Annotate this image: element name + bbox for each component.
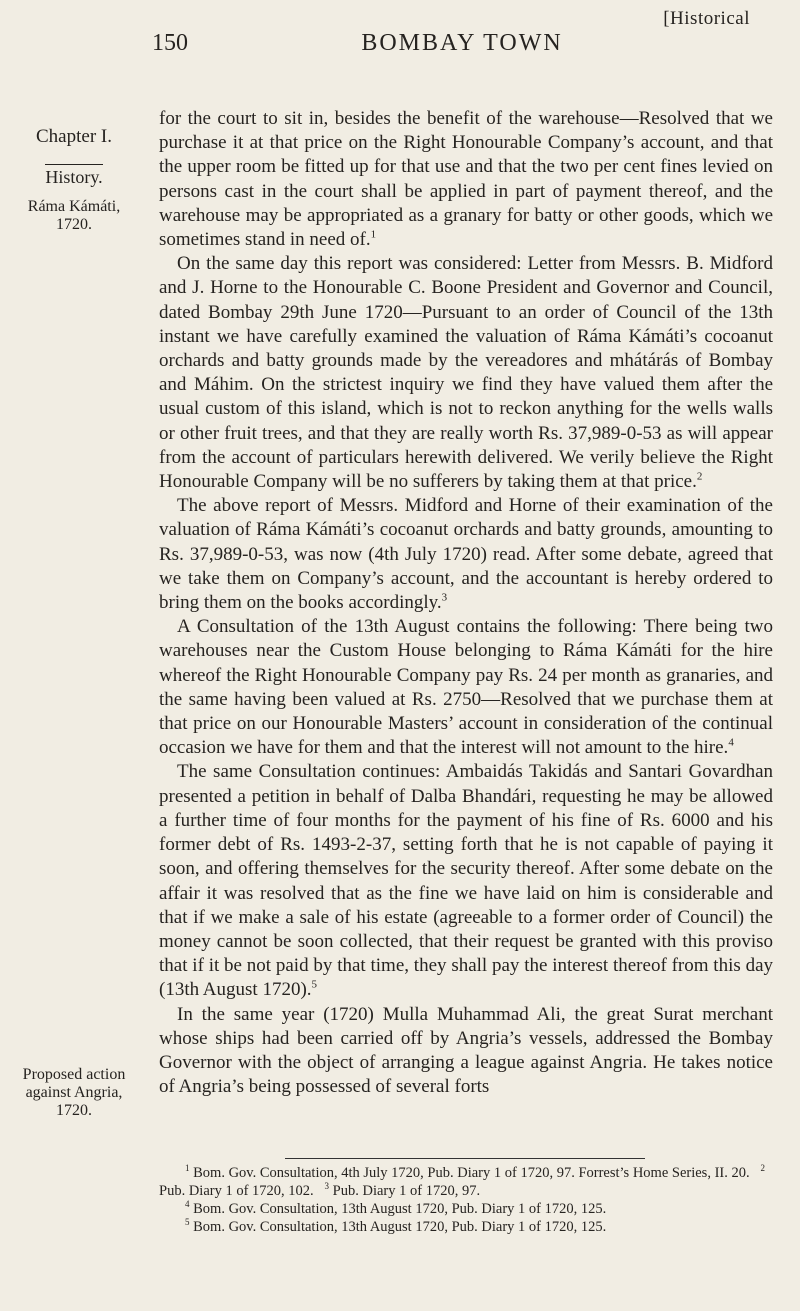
- margin-note-angria-line3: 1720.: [56, 1102, 92, 1119]
- margin-history: [0, 164, 148, 187]
- margin-history-label: History.: [45, 164, 102, 187]
- margin-note-rama-line1: Ráma Kámáti,: [27, 198, 121, 215]
- paragraph: In the same year (1720) Mulla Muhammad Ali, the great Surat merchant whose ships had been carried off by Angria’s vessels, addressed the Bombay Governor with the object of arranging a league against Angria. He takes notice of Angria’s being possessed of several forts: [159, 1003, 773, 1098]
- footnote-ref: 4: [728, 736, 734, 749]
- margin-note-rama: [0, 198, 148, 234]
- margin-chapter: Chapter I.: [36, 126, 112, 147]
- footnote: $^4$ Bom. Gov. Consultation, 13th August 1720, Pub. Diary 1 of 1720, 125.: [185, 1199, 607, 1217]
- footnote-ref: 1: [370, 228, 377, 241]
- footnote: $^5$ Bom. Gov. Consultation, 13th August 1720, Pub. Diary 1 of 1720, 125.: [185, 1217, 607, 1235]
- section-label: [Historical: [663, 8, 750, 29]
- footnote-ref: 2: [696, 470, 703, 483]
- paragraph: A Consultation of the 13th August contains the following: There being two warehouses near the Custom House belonging to Ráma Kámáti for the hire whereof the Right Honourable Company pay Rs. 24 per month as granaries, and the same having been valued at Rs. 2750—Resolved that we purchase them at that price on our Honourable Masters’ account in consideration of the continual occasion we have for them and that the interest will not amount to the hire.$^4$: [159, 616, 773, 759]
- paragraph: The same Consultation continues: Ambaidás Takidás and Santari Govardhan presented a petition in behalf of Dalba Bhandári, requesting he may be allowed a further time of four months for the payment of his fine of Rs. 6000 and his former debt of Rs. 1493-2-37, setting forth that he is not capable of paying it soon, and offering themselves for the security thereof. After some debate on the affair it was resolved that as the fine we have laid on him is considerable and that if we make a sale of his estate (agreeable to a former order of Council) the money cannot be soon collected, that their request be granted with this proviso that if it be not paid by that time, they shall pay the interest thereof from this day (13th August 1720).$^5$: [159, 761, 773, 1001]
- footnote-divider: [285, 1158, 645, 1159]
- book-title: BOMBAY TOWN: [361, 30, 563, 56]
- paragraph: for the court to sit in, besides the benefit of the warehouse—Resolved that we purchase it at that price on the Right Honourable Company’s account, and that the upper room be fitted up for that use and that the two per cent fines levied on persons cast in the court shall be applied in part of payment thereof, and the warehouse may be appropriated as a granary for batty or other goods, which we sometimes stand in need of.$^1$: [159, 108, 773, 251]
- body-text: [159, 107, 773, 1099]
- running-head: [152, 30, 772, 60]
- margin-note-angria-line2: against Angria,: [25, 1084, 123, 1101]
- margin-note-angria: [0, 1066, 148, 1120]
- footnotes: [159, 1164, 773, 1236]
- margin-note-rama-line2: 1720.: [56, 216, 92, 233]
- footnote-ref: 3: [441, 591, 448, 604]
- paragraph: On the same day this report was considered: Letter from Messrs. B. Midford and J. Horne to the Honourable C. Boone President and Governor and Council, dated Bombay 29th June 1720—Pursuant to an order of Council of the 13th instant we have carefully examined the valuation of Ráma Kámáti’s cocoanut orchards and batty grounds made by the vereadores and mhátárás of Bombay and Máhim. On the strictest inquiry we find they have valued them after the usual custom of this island, which is not to reckon anything for the wells walls or other fruit trees, and that they are really worth Rs. 37,989-0-53 as will appear from the account of particulars herewith delivered. We verily believe the Right Honourable Company will be no sufferers by taking them at that price.$^2$: [159, 253, 773, 493]
- footnote-ref: 5: [311, 978, 318, 991]
- page-number: 150: [152, 30, 188, 56]
- paragraph: The above report of Messrs. Midford and Horne of their examination of the valuation of Ráma Kámáti’s cocoanut orchards and batty grounds, amounting to Rs. 37,989-0-53, was now (4th July 1720) read. After some debate, agreed that we take them on Company’s account, and the accountant is hereby ordered to bring them on the books accordingly.$^3$: [159, 495, 773, 614]
- footnote: $^1$ Bom. Gov. Consultation, 4th July 1720, Pub. Diary 1 of 1720, 97. Forrest’s Home Series, II. 20. $^2$ Pub. Diary 1 of 1720, 102. $^3$ Pub. Diary 1 of 1720, 97.: [159, 1163, 765, 1199]
- margin-note-angria-line1: Proposed action: [22, 1066, 126, 1083]
